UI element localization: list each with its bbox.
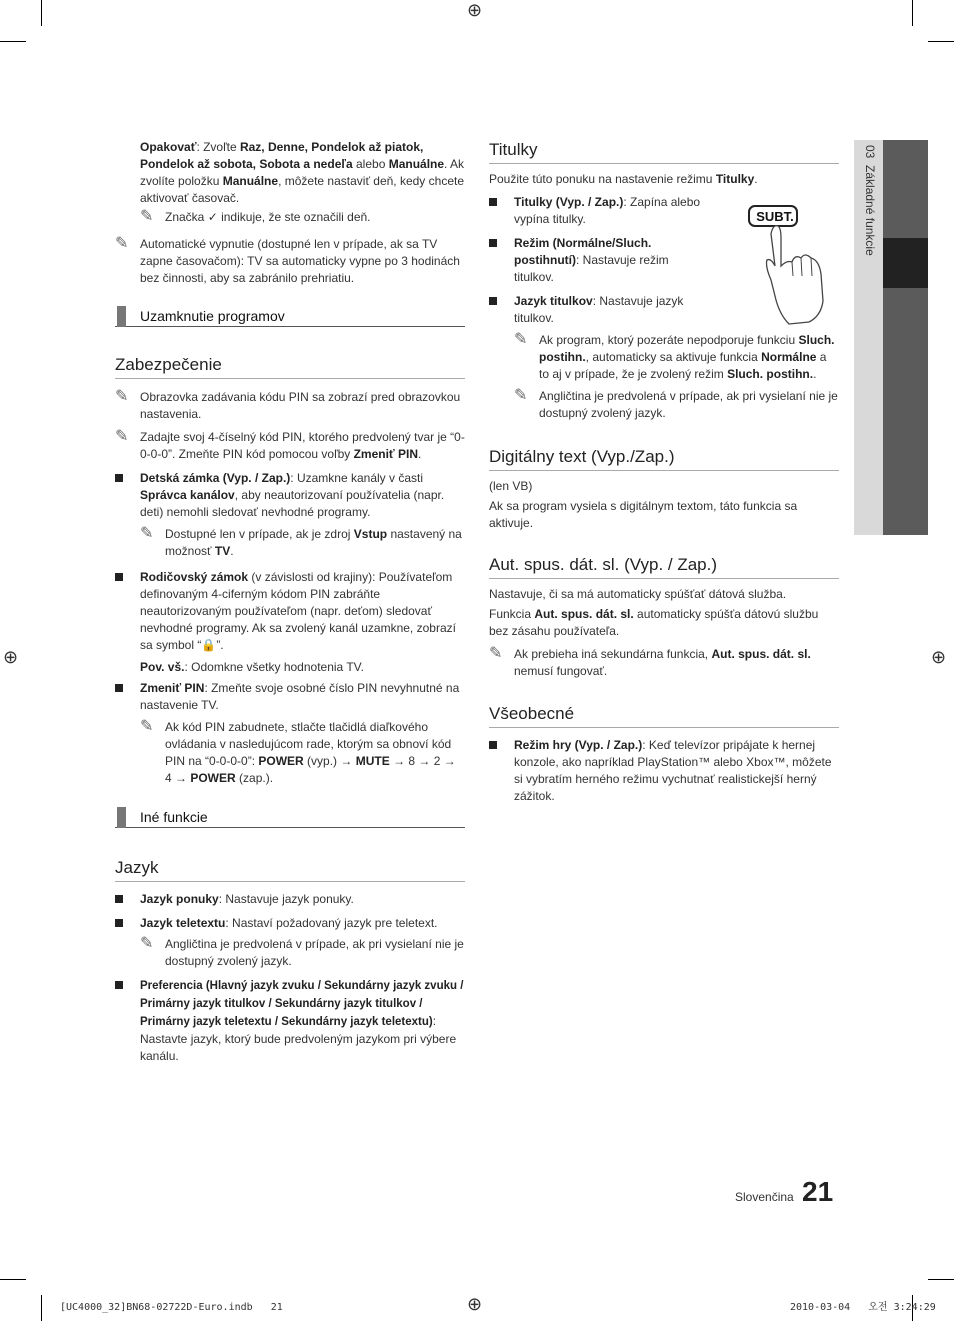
section-title: Všeobecné — [489, 703, 839, 728]
bullet-icon — [115, 684, 123, 692]
crop-mark — [928, 41, 954, 42]
note: ✎ Ak prebieha iná sekundárna funkcia, Aut. spus. dát. sl. nemusí fungovať. — [489, 645, 811, 678]
list-item: Jazyk ponuky: Nastavuje jazyk ponuky. — [115, 891, 465, 908]
checkmark-icon: ✓ — [207, 210, 218, 224]
pov-text: Pov. vš.: Odomkne všetky hodnotenia TV. — [140, 660, 364, 674]
titulky-intro: Použite túto ponuku na nastavenie režimu Titulky. — [489, 172, 758, 186]
note: ✎ Ak program, ktorý pozeráte nepodporuje funkciu Sluch. postihn., automaticky sa aktivuje funkcia Normálne a to aj v prípade, že je zvolený režim Sluch. postihn.. — [514, 331, 835, 381]
list-item: Režim (Normálne/Sluch. postihnutí): Nastavuje režim titulkov. — [489, 235, 704, 286]
note-icon: ✎ — [115, 428, 129, 445]
note-icon: ✎ — [140, 718, 154, 735]
aut-text-2: Funkcia Aut. spus. dát. sl. automaticky spúšťa dátovú službu bez zásahu používateľa. — [489, 607, 819, 638]
crop-mark — [912, 0, 913, 26]
bullet-icon — [115, 981, 123, 989]
list-item: Detská zámka (Vyp. / Zap.): Uzamkne kanály v časti Správca kanálov, aby neautorizovaní používatelia (napr. deti) nemohli sledovať nevhodné programy. — [115, 470, 465, 521]
footer-file: [UC4000_32]BN68-02722D-Euro.indb 21 — [60, 1302, 283, 1313]
bullet-icon — [489, 198, 497, 206]
crop-mark — [0, 1279, 26, 1280]
section-title: Aut. spus. dát. sl. (Vyp. / Zap.) — [489, 554, 839, 579]
crop-mark — [41, 1295, 42, 1321]
section-title: Digitálny text (Vyp./Zap.) — [489, 446, 839, 471]
bullet-icon — [489, 297, 497, 305]
right-column — [489, 139, 839, 805]
bullet-icon — [489, 239, 497, 247]
crop-mark — [0, 41, 26, 42]
chapter-tab-dark — [883, 140, 928, 535]
note: ✎ Angličtina je predvolená v prípade, ak pri vysielaní nie je dostupný zvolený jazyk. — [514, 387, 838, 420]
list-item: Režim hry (Vyp. / Zap.): Keď televízor pripájate k hernej konzole, ako napríklad PlayStation™ alebo Xbox™, môžete si vybratím herného režimu vychutnať realistickejší herný zážitok. — [489, 737, 839, 805]
crop-mark — [41, 0, 42, 26]
section-title: Zabezpečenie — [115, 354, 465, 379]
registration-mark-icon: ⊕ — [467, 0, 483, 20]
registration-mark-icon: ⊕ — [3, 647, 19, 667]
note: ✎ Automatické vypnutie (dostupné len v prípade, ak sa TV zapne časovačom): TV sa automaticky vypne po 3 hodinách bez činnosti, aby sa zabránilo prehriatiu. — [115, 235, 460, 285]
note: ✎ Angličtina je predvolená v prípade, ak pri vysielaní nie je dostupný zvolený jazyk. — [140, 935, 464, 968]
crop-mark — [928, 1279, 954, 1280]
note: ✎ Obrazovka zadávania kódu PIN sa zobrazí pred obrazovkou nastavenia. — [115, 388, 461, 421]
note: ✎ Značka ✓ indikuje, že ste označili deň. — [140, 208, 371, 225]
footer-date: 2010-03-04 오전 3:24:29 — [790, 1302, 936, 1313]
bullet-icon — [115, 895, 123, 903]
subsection-title: Iné funkcie — [115, 807, 465, 828]
registration-mark-icon: ⊕ — [467, 1294, 483, 1314]
note-icon: ✎ — [140, 525, 154, 542]
note-icon: ✎ — [140, 208, 154, 225]
opakovat-text: Opakovať: Zvoľte Raz, Denne, Pondelok až piatok, Pondelok až sobota, Sobota a nedeľa alebo Manuálne. Ak zvolíte položku Manuálne, môžete nastaviť deň, kedy chcete aktivovať časovač. — [140, 140, 465, 205]
note-icon: ✎ — [115, 235, 129, 252]
bullet-icon — [115, 919, 123, 927]
note-icon: ✎ — [140, 935, 154, 952]
subt-button-label: SUBT. — [756, 209, 794, 224]
list-item: Jazyk titulkov: Nastavuje jazyk titulkov. — [489, 293, 704, 327]
note-icon: ✎ — [489, 645, 503, 662]
list-item: Zmeniť PIN: Zmeňte svoje osobné číslo PIN nevyhnutné na nastavenie TV. — [115, 680, 465, 714]
footer-language: Slovenčina — [735, 1190, 794, 1204]
left-column — [115, 139, 465, 1065]
bullet-icon — [115, 573, 123, 581]
lock-icon: 🔒 — [201, 638, 217, 652]
chapter-label: 03 Základné funkcie — [863, 145, 877, 256]
note-icon: ✎ — [115, 388, 129, 405]
list-item: Preferencia (Hlavný jazyk zvuku / Sekundárny jazyk zvuku / Primárny jazyk titulkov / Sekundárny jazyk titulkov / Primárny jazyk teletextu / Sekundárny jazyk teletextu): Nastavte jazyk, ktorý bude predvoleným jazykom pri výbere kanálu. — [115, 977, 465, 1065]
registration-mark-icon: ⊕ — [931, 647, 947, 667]
bullet-icon — [115, 474, 123, 482]
digi-text-1: (len VB) — [489, 479, 533, 493]
digi-text-2: Ak sa program vysiela s digitálnym textom, táto funkcia sa aktivuje. — [489, 499, 798, 530]
note: ✎ Ak kód PIN zabudnete, stlačte tlačidlá diaľkového ovládania v nasledujúcom rade, ktorým sa obnoví kód PIN na “0-0-0-0”: POWER (vyp.) → MUTE → 8 → 2 → 4 → POWER (zap.). — [140, 718, 456, 785]
note-icon: ✎ — [514, 331, 528, 348]
section-title: Jazyk — [115, 857, 465, 882]
section-title: Titulky — [489, 139, 839, 164]
list-item: Titulky (Vyp. / Zap.): Zapína alebo vypína titulky. — [489, 194, 704, 228]
note: ✎ Zadajte svoj 4-číselný kód PIN, ktorého predvolený tvar je “0-0-0-0”. Zmeňte PIN kód pomocou voľby Zmeniť PIN. — [115, 428, 465, 461]
list-item: Jazyk teletextu: Nastaví požadovaný jazyk pre teletext. — [115, 915, 465, 932]
chapter-tab-marker — [883, 238, 928, 288]
note: ✎ Dostupné len v prípade, ak je zdroj Vstup nastavený na možnosť TV. — [140, 525, 462, 558]
page-number: 21 — [802, 1176, 834, 1207]
bullet-icon — [489, 741, 497, 749]
note-icon: ✎ — [514, 387, 528, 404]
aut-text-1: Nastavuje, či sa má automaticky spúšťať dátová služba. — [489, 587, 787, 601]
subsection-title: Uzamknutie programov — [115, 306, 465, 327]
list-item: Rodičovský zámok (v závislosti od krajiny): Používateľom definovaným 4-ciferným kódom PIN zabráňte neautorizovaným používateľom (napr. deťom) sledovať nevhodné programy. Ak sa zvolený kanál uzamkne, zobrazí sa symbol “🔒”. — [115, 569, 465, 654]
